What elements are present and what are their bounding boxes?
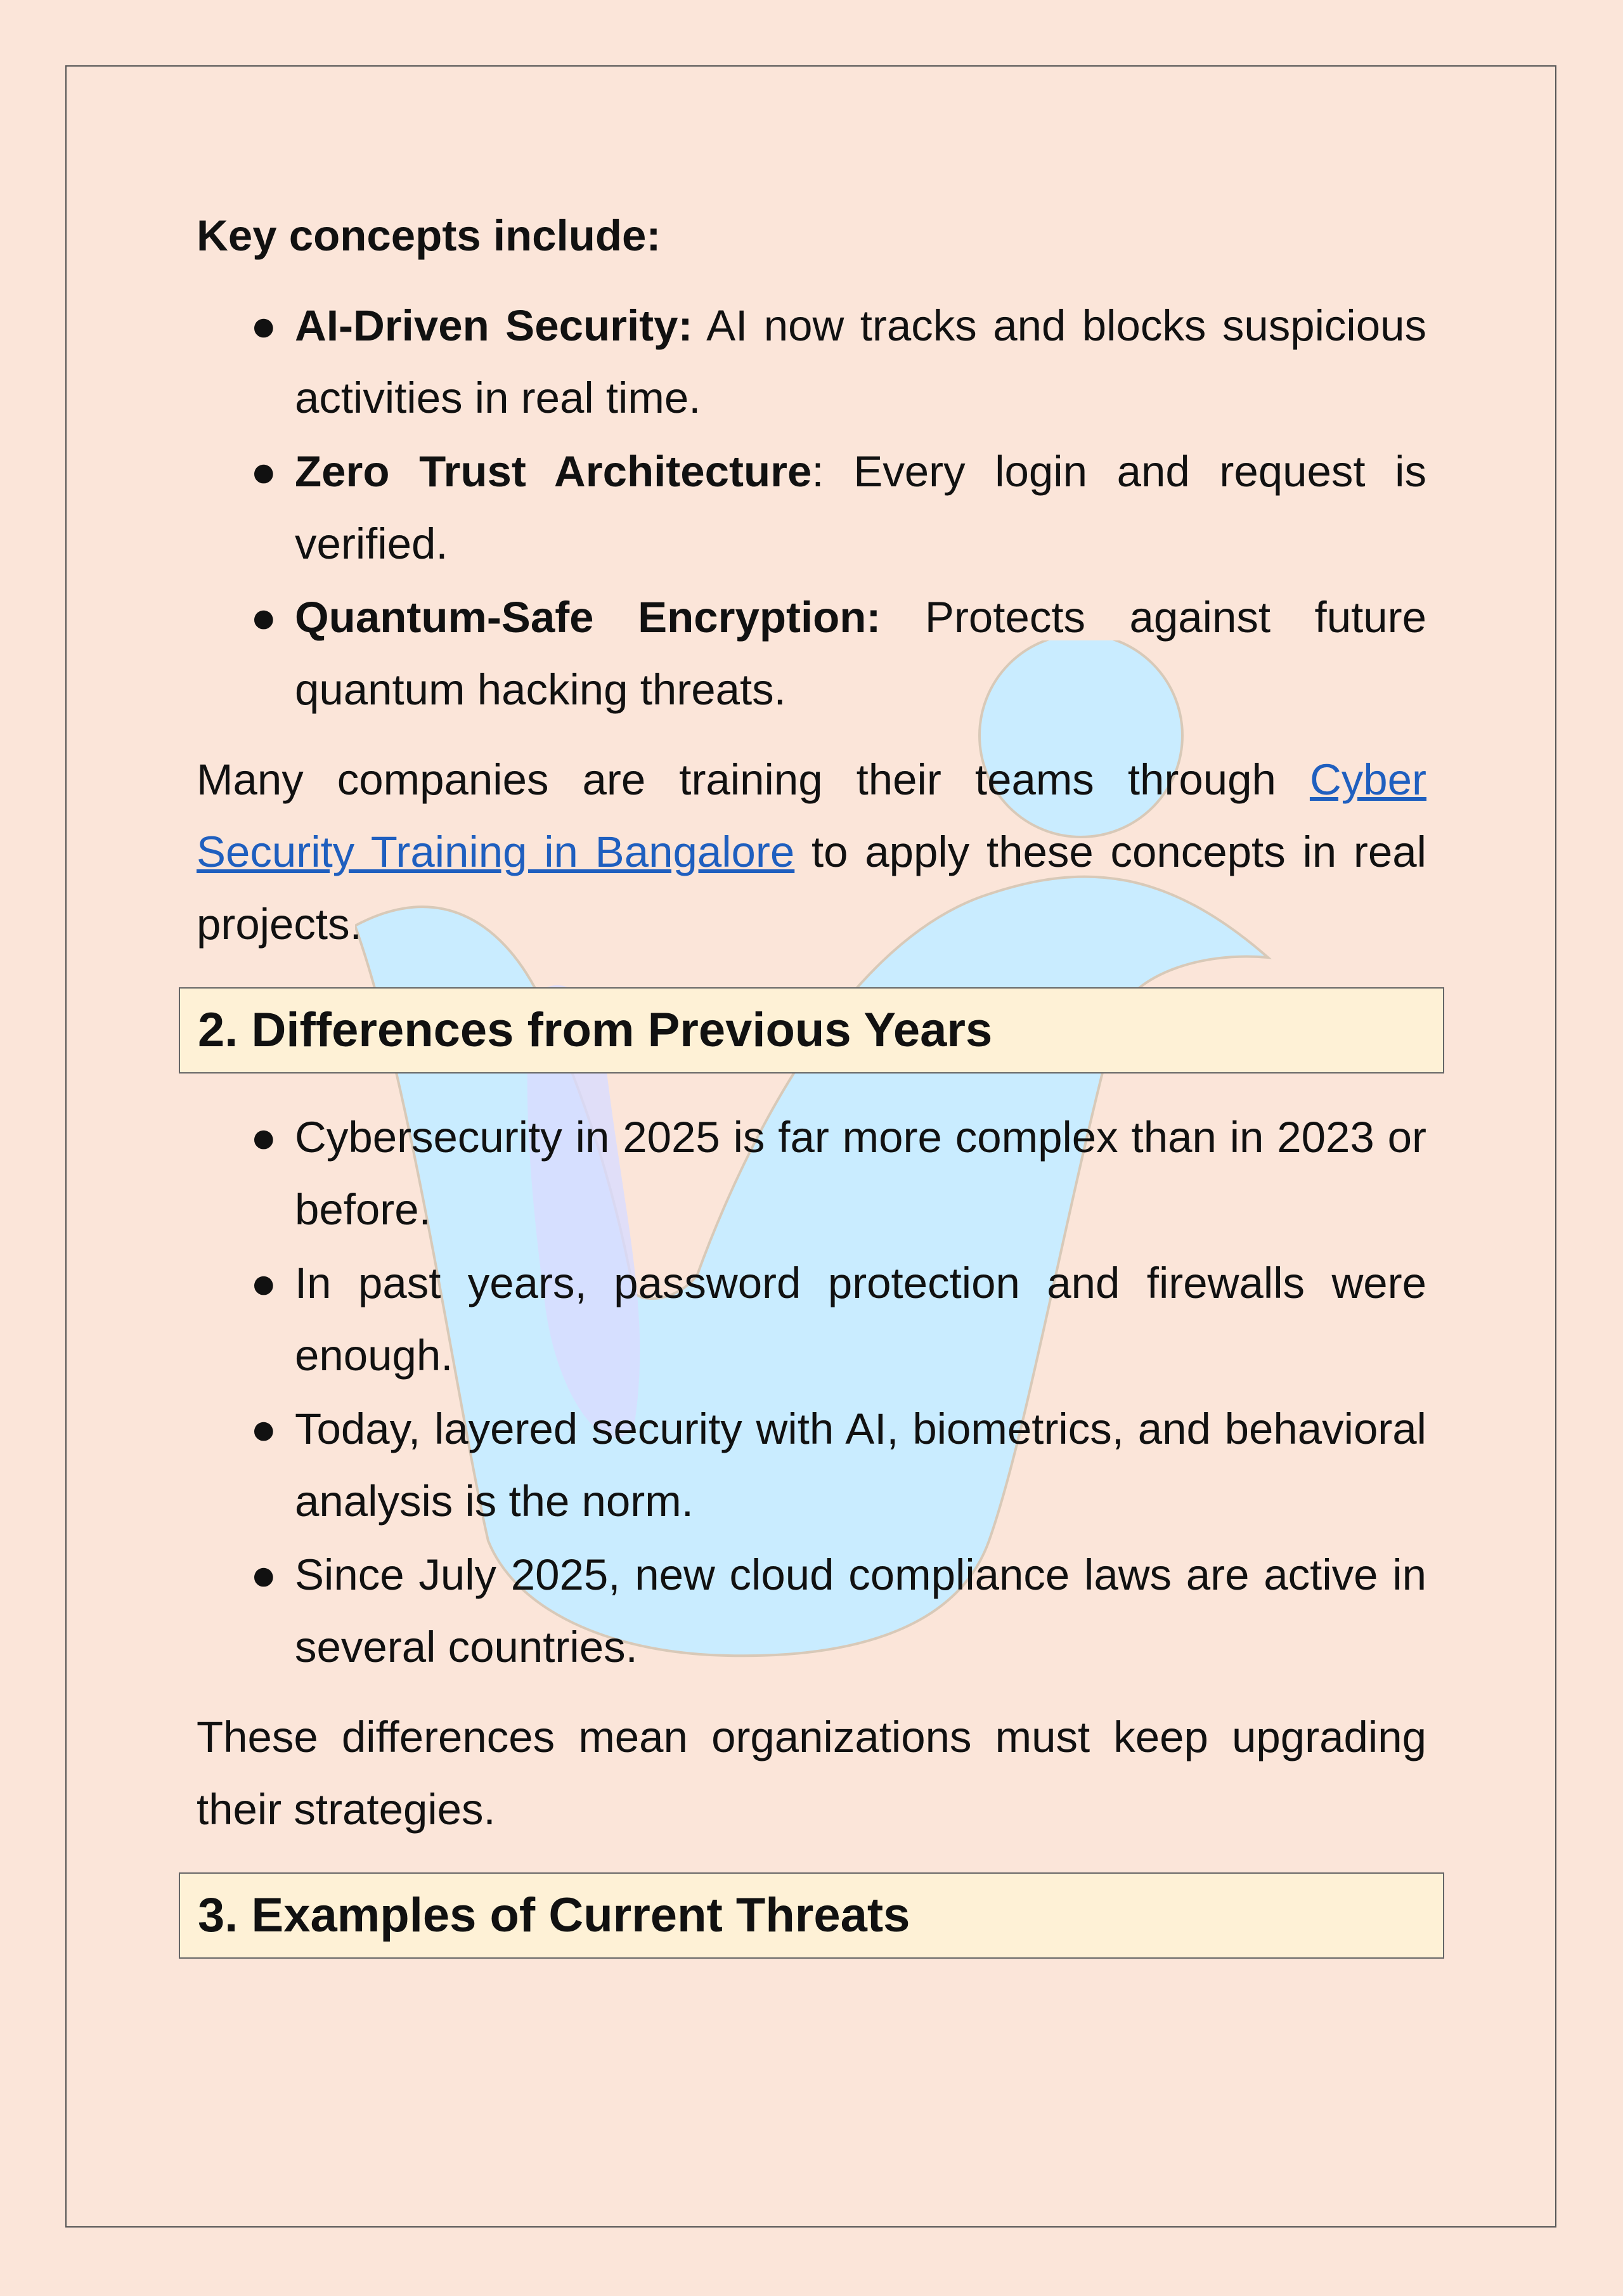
concept-term: Quantum-Safe Encryption: xyxy=(295,593,881,642)
list-item-text: In past years, password protection and firewalls were enough. xyxy=(295,1259,1426,1380)
differences-list xyxy=(197,1101,1426,1683)
paragraph-text: to apply these concepts in real projects. xyxy=(197,827,1426,949)
bullet-icon: ● xyxy=(250,593,277,642)
bullet-icon: ● xyxy=(250,1550,277,1599)
list-item xyxy=(197,436,1426,580)
bullet-icon: ● xyxy=(250,447,277,496)
document-content xyxy=(197,200,1426,1959)
section-heading-differences: 2. Differences from Previous Years xyxy=(179,987,1444,1073)
bullet-icon: ● xyxy=(250,301,277,350)
list-item-text: Today, layered security with AI, biometrics, and behavioral analysis is the norm. xyxy=(295,1404,1426,1526)
list-item xyxy=(197,1101,1426,1246)
list-item-text: Cybersecurity in 2025 is far more complex than in 2023 or before. xyxy=(295,1113,1426,1234)
list-item xyxy=(197,581,1426,726)
bullet-icon: ● xyxy=(250,1404,277,1453)
concept-text: AI now tracks and blocks suspicious activities in real time. xyxy=(295,301,1426,422)
paragraph-text: Many companies are training their teams through xyxy=(197,755,1310,804)
section-heading-threats: 3. Examples of Current Threats xyxy=(179,1872,1444,1959)
list-item xyxy=(197,1247,1426,1392)
list-item xyxy=(197,1539,1426,1683)
concept-text: : Every login and request is verified. xyxy=(295,447,1427,568)
training-paragraph xyxy=(197,744,1426,961)
differences-paragraph: These differences mean organizations must keep upgrading their strategies. xyxy=(197,1713,1426,1834)
concepts-list xyxy=(197,290,1426,726)
training-link[interactable]: Cyber Security Training in Bangalore xyxy=(197,755,1426,876)
bullet-icon: ● xyxy=(250,1259,277,1307)
list-item-text: Since July 2025, new cloud compliance laws are active in several countries. xyxy=(295,1550,1426,1671)
list-item xyxy=(197,290,1426,434)
concept-term: Zero Trust Architecture xyxy=(295,447,812,496)
concept-text: Protects against future quantum hacking threats. xyxy=(295,593,1426,714)
list-item xyxy=(197,1393,1426,1538)
intro-heading: Key concepts include: xyxy=(197,211,661,260)
bullet-icon: ● xyxy=(250,1113,277,1162)
concept-term: AI-Driven Security: xyxy=(295,301,693,350)
